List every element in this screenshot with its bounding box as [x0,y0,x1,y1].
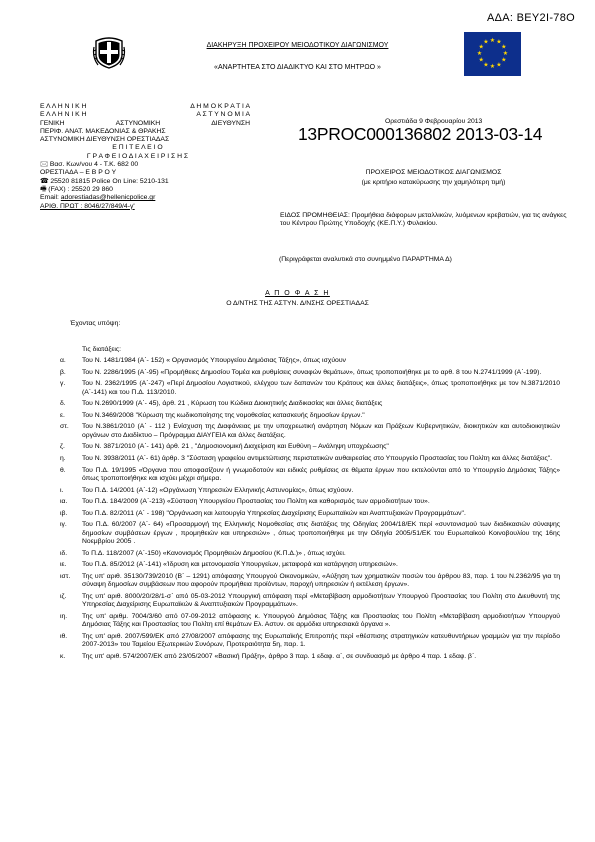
svg-text:★: ★ [501,43,507,51]
sender-line-republic: Ε Λ Λ Η Ν Ι Κ Η Δ Η Μ Ο Κ Ρ Α Τ Ι Α [40,103,250,110]
eu-flag-icon [464,32,521,76]
list-item: ιδ. Το Π.Δ. 118/2007 (Α΄-150) «Κανονισμός Προμηθειών Δημοσίου (Κ.Π.Δ.)» , όπως ισχύει. [60,549,346,557]
list-item: γ. Του Ν. 2362/1995 (Α΄-247) «Περί Δημοσίου Λογιστικού, ελέγχου των δαπανών του Κράτους και άλλες διατάξεις», όπως τροποποιήθηκε με τον Ν.3871/2010 (Α΄-141) και του Π.Δ. 113/2010. [60,380,560,396]
svg-text:★: ★ [502,50,509,57]
protocol-code: 13PROC000136802 2013-03-14 [298,124,543,144]
svg-text:★: ★ [496,61,502,69]
list-item: θ. Του Π.Δ. 19/1995 «Όργανα που αποφασίζουν ή γνωμοδοτούν και ειδικές ρυθμίσεις σε θέματα έργων που εκτελούνται από το Υπουργείο Δημόσιας Τάξης» όπως τροποποιήθηκε και ισχύει μέχρι σήμερα. [60,466,560,482]
list-item: ιβ. Του Π.Δ. 82/2011 (Α΄ - 198) "Οργάνωση και λειτουργία Υπηρεσίας Διαχείρισης Ευρωπαϊκών και Αναπτυξιακών Προγραμμάτων". [60,509,466,517]
svg-text:★: ★ [489,63,496,70]
ada-code: ΑΔΑ: ΒΕΥ2Ι-78Ο [487,12,575,24]
list-item: δ. Του Ν.2690/1999 (Α΄- 45), άρθ. 21 , Κύρωση του Κώδικα Διοικητικής Διαδικασίας και άλλες διατάξεις [60,400,383,408]
tender-title: ΠΡΟΧΕΙΡΟΣ ΜΕΙΟΔΟΤΙΚΟΣ ΔΙΑΓΩΝΙΣΜΟΣ [365,169,502,176]
sender-police-directorate: ΑΣΤΥΝΟΜΙΚΗ ΔΙΕΥΘΥΝΣΗ ΟΡΕΣΤΙΑΔΑΣ [40,136,170,144]
decision-title: Α Π Ο Φ Α Σ Η [265,290,330,297]
list-item: ιγ. Του Π.Δ. 60/2007 (Α΄- 64) «Προσαρμογή της Ελληνικής Νομοθεσίας στις διατάξεις της Οδηγίας 2004/18/ΕΚ περί «συντονισμού των διαδικασιών σύναψης δημοσίων συμβάσεων έργων , προμηθειών και υπηρεσιών» , όπως τροποποιήθηκε με την Οδηγία 2005/51/ΕΚ του Ευρωπαϊκού Κοινοβουλίου της 16ης Νοεμβρίου 2005 . [60,521,560,546]
sender-fax: 🖷 (FAX) : 25520 29 860 [40,185,113,193]
email-link[interactable]: adorestiadas@hellenicpolice.gr [60,194,156,202]
svg-text:★: ★ [483,38,489,46]
provisions-list [60,357,560,665]
list-item: ια. Του Π.Δ. 184/2009 (Α΄-213) «Σύσταση Υπουργείου Προστασίας του Πολίτη και καθορισμός των αρμοδιοτήτων του». [60,498,430,506]
decision-subtitle: Ο Δ/ΝΤΗΣ ΤΗΣ ΑΣΤΥΝ. Δ/ΝΣΗΣ ΟΡΕΣΤΙΑΔΑΣ [226,300,369,307]
provisions-heading: Τις διατάξεις: [82,346,122,353]
list-item: ιε. Του Π.Δ. 85/2012 (Α΄-141) «Ίδρυση και μετονομασία Υπουργείων, μεταφορά και κατάργηση υπηρεσιών». [60,561,398,569]
list-item: ε. Του Ν.3469/2008 "Κύρωση της κωδικοποίησης της νομοθεσίας κατασκευής δημοσίων έργων." [60,411,365,419]
svg-text:★: ★ [483,61,489,69]
list-item: κ. Της υπ' αριθ. 574/2007/ΕΚ από 23/05/2007 «Βασική Πράξη», άρθρο 3 παρ. 1 εδαφ. α΄, σε συνδυασμό με άρθρο 4 παρ. 1 εδαφ. β΄. [60,652,477,660]
list-item: στ. Του Ν.3861/2010 (Α΄ - 112 ) Ενίσχυση της Διαφάνειας με την υποχρεωτική ανάρτηση Νόμων και Πράξεων Κυβερνητικών, διοικητικών και αυτοδιοικητικών οργάνων στο Διαδίκτυο – Πρόγραμμα ΔΙΑΥΓΕΙΑ και άλλες διατάξεις. [60,423,560,439]
list-item: ζ. Του Ν. 3871/2010 (Α΄- 141) άρθ. 21 , "Δημοσιονομική Διαχείριση και Ευθύνη – Ανάληψη υποχρέωσης" [60,443,389,451]
tender-criterion: (με κριτήριο κατακύρωσης την χαμηλότερη τιμή) [361,179,506,186]
list-item: ιστ. Της υπ' αριθ. 35130/739/2010 (Β΄ – 1291) απόφασης Υπουργού Οικονομικών, «Αύξηση των χρηματικών ποσών του άρθρου 83, παρ. 1 του Ν.2362/95 για τη σύναψη δημοσίων συμβάσεων που αφορούν προμήθεια προϊόντων, παροχή υπηρεσιών ή εκτέλεση έργων». [60,572,560,589]
sender-line-police: Ε Λ Λ Η Ν Ι Κ Η Α Σ Τ Υ Ν Ο Μ Ι Α [40,111,250,119]
svg-text:★: ★ [478,43,484,51]
sender-block [40,103,250,211]
list-item: ιθ. Της υπ' αριθ. 2007/599/ΕΚ από 27/08/2007 απόφασης της Ευρωπαϊκής Επιτροπής περί «θέσπισης στρατηγικών κατευθυντήριων γραμμών για την περίοδο 2007-2013» του Ταμείου Εξωτερικών Συνόρων, Προτεραιότητα 5η, παρ. 1. [60,632,560,649]
svg-text:★: ★ [496,38,502,46]
sender-department: Γ Ρ Α Φ Ε Ι Ο Δ Ι Α Χ Ε Ι Ρ Ι Σ Η Σ [86,152,189,160]
document-date: Ορεστιάδα 9 Φεβρουαρίου 2013 [385,118,483,125]
announcement-subtitle: «ΑΝΑΡΤΗΤΕΑ ΣΤΟ ΔΙΑΔΙΚΤΥΟ ΚΑΙ ΣΤΟ ΜΗΤΡΩΟ » [214,64,381,71]
having-regard: Έχοντας υπόψη: [70,320,121,327]
sender-city: ΟΡΕΣΤΙΑΔΑ – Ε Β Ρ Ο Υ [40,169,117,177]
list-item: ι. Του Π.Δ. 14/2001 (Α΄-12) «Οργάνωση Υπηρεσιών Ελληνικής Αστυνομίας», όπως ισχύουν. [60,486,354,494]
procurement-item: ΕΙΔΟΣ ΠΡΟΜΗΘΕΙΑΣ: Προμήθεια διάφορων μεταλλικών, λυόμενων κρεβατιών, για τις ανάγκες του Κέντρου Πρώτης Υποδοχής (ΚΕ.Π.Υ.) Φυλακίου. [280,212,567,228]
protocol-number: ΑΡΙΘ. ΠΡΩΤ : 8046/27/849/4-γ' [40,202,135,210]
annex-reference: (Περιγράφεται αναλυτικά στο συνημμένο ΠΑΡΑΡΤΗΜΑ Δ) [279,256,452,263]
email-label: Email: [40,194,61,202]
list-item: β. Του Ν. 2286/1995 (Α΄-95) «Προμήθειες Δημοσίου Τομέα και ρυθμίσεις συναφών θεμάτων», όπως τροποποιήθηκε με το αρθ. 8 του Ν.2741/1999 (Α΄-199). [60,368,542,376]
sender-line-directorate: ΓΕΝΙΚΗ ΑΣΤΥΝΟΜΙΚΗ ΔΙΕΥΘΥΝΣΗ [40,119,250,127]
sender-office: Ε Π Ι Τ Ε Λ Ε Ι Ο [112,144,163,152]
announcement-title: ΔΙΑΚΗΡΥΞΗ ΠΡΟΧΕΙΡΟΥ ΜΕΙΟΔΟΤΙΚΟΥ ΔΙΑΓΩΝΙΣΜΟΥ [206,42,389,49]
list-item: α. Του Ν. 1481/1984 (Α΄- 152) « Οργανισμός Υπουργείου Δημόσιας Τάξης», όπως ισχύουν [60,357,346,364]
sender-region: ΠΕΡΙΦ. ΑΝΑΤ. ΜΑΚΕΔΟΝΙΑΣ & ΘΡΑΚΗΣ [40,127,166,135]
svg-text:★: ★ [478,56,484,64]
svg-text:★: ★ [476,50,483,57]
sender-address: 🖂 Βασ. Κων/νου 4 - Τ.Κ. 682 00 [40,161,139,169]
list-item: η. Του Ν. 3938/2011 (Α΄- 61) άρθρ. 3 "Σύσταση γραφείου αντιμετώπισης περιστατικών αυθαιρεσίας στο Υπουργείο Προστασίας του Πολίτη και άλλες διατάξεις". [60,454,553,462]
svg-text:★: ★ [501,56,507,64]
list-item: ιη. Της υπ' αριθμ. 7004/3/60 από 07-09-2012 απόφασης κ. Υπουργού Δημόσιας Τάξης και Προστασίας του Πολίτη «Μεταβίβαση αρμοδιοτήτων Υπουργού Δημόσιας Τάξης και Προστασίας του Πολίτη επί θεμάτων Ελ. Αστυν. σε αρμόδια υπηρεσιακά όργανα ». [60,612,560,629]
sender-email-row [40,194,250,202]
list-item: ιζ. Της υπ' αριθ. 8000/20/28/1-σ΄ από 05-03-2012 Υπουργική απόφαση περί «Μεταβίβαση αρμοδιοτήτων Υπουργού Προστασίας του Πολίτη στο Διευθυντή της Υπηρεσίας Διαχείρισης Ευρωπαϊκών & Αναπτυξιακών Προγραμμάτων». [60,592,560,609]
sender-phone: ☎ 25520 81815 Police On Line: 5210-131 [40,177,169,185]
svg-text:★: ★ [489,37,496,44]
